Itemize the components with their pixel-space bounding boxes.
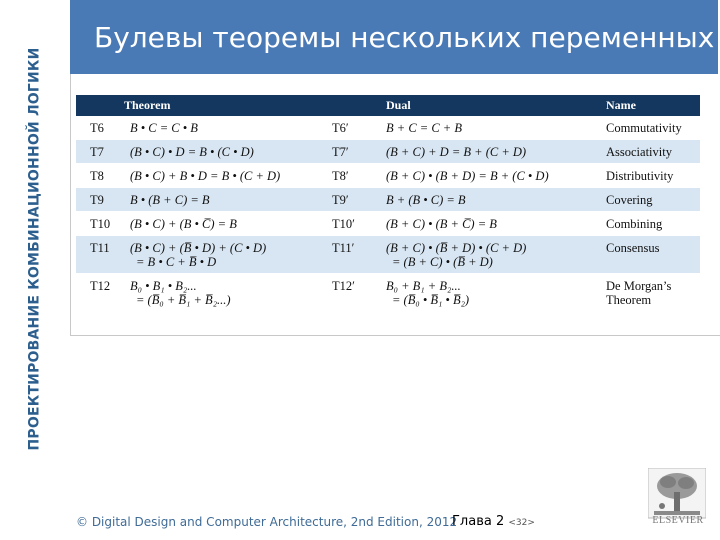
theorem-name: Commutativity <box>606 121 682 135</box>
dual-equation: B + (B • C) = B <box>386 193 466 207</box>
theorem-name-line2: Theorem <box>606 293 652 307</box>
theorems-table <box>76 95 700 312</box>
theorem-equation-line1: (B • C) + (B̅ • D) + (C • D) <box>130 241 267 255</box>
table-row <box>76 164 700 188</box>
copyright-footer: © Digital Design and Computer Architecture, 2nd Edition, 2012 <box>76 515 458 529</box>
header-theorem: Theorem <box>124 98 171 112</box>
dual-equation-line2: = (B + C) • (B̅ + D) <box>392 255 493 269</box>
theorem-equation: (B • C) + B • D = B • (C + D) <box>130 169 281 183</box>
dual-id: T9′ <box>332 193 349 207</box>
table-row <box>76 140 700 164</box>
dual-equation: (B + C) • (B + D) = B + (C • D) <box>386 169 549 183</box>
theorem-name <box>602 274 700 311</box>
theorem-equation: (B • C) + (B • C̅) = B <box>130 217 237 231</box>
theorem-equation: B • C = C • B <box>130 121 198 135</box>
theorem-equation-line2: = B • C + B̅ • D <box>136 255 217 269</box>
theorem-id: T9 <box>90 193 104 207</box>
theorem-name: Combining <box>606 217 663 231</box>
elsevier-logo-text: ELSEVIER <box>652 515 704 526</box>
theorem-name: Consensus <box>606 241 660 255</box>
dual-id: T12′ <box>332 279 355 293</box>
theorem-name: Covering <box>606 193 653 207</box>
theorem-id: T12 <box>90 279 111 293</box>
divider-horizontal <box>70 335 720 336</box>
dual-id: T10′ <box>332 217 355 231</box>
table-header <box>76 95 700 116</box>
chapter-label: Глава 2 <box>452 514 505 529</box>
dual-id: T6′ <box>332 121 349 135</box>
header-dual: Dual <box>386 98 411 112</box>
divider-vertical <box>70 74 71 336</box>
dual-equation: (B + C) + D = B + (C + D) <box>386 145 527 159</box>
dual-equation <box>382 274 602 311</box>
dual-equation-line1: (B + C) • (B̅ + D) • (C + D) <box>386 241 527 255</box>
dual-equation: (B + C) • (B + C̅) = B <box>386 217 497 231</box>
theorem-equation: B • (B + C) = B <box>130 193 210 207</box>
dual-equation <box>382 236 602 273</box>
theorem-equation-line1: B₀ • B₁ • B₂... <box>130 279 197 293</box>
header-name: Name <box>606 98 636 112</box>
theorem-name-line1: De Morgan’s <box>606 279 672 293</box>
side-title <box>2 6 66 492</box>
theorem-equation-line2: = (B̅₀ + B̅₁ + B̅₂...) <box>136 293 231 307</box>
dual-equation-line1: B₀ + B₁ + B₂... <box>386 279 461 293</box>
table-row <box>76 188 700 212</box>
table-row <box>76 274 700 312</box>
theorem-id: T7 <box>90 145 104 159</box>
theorem-name: Distributivity <box>606 169 674 183</box>
theorem-id: T8 <box>90 169 104 183</box>
dual-id: T8′ <box>332 169 349 183</box>
side-title-text: ПРОЕКТИРОВАНИЕ КОМБИНАЦИОННОЙ ЛОГИКИ <box>26 47 42 451</box>
theorem-id: T11 <box>90 241 110 255</box>
dual-id: T7′ <box>332 145 349 159</box>
theorem-equation: (B • C) • D = B • (C • D) <box>130 145 254 159</box>
theorem-name: Associativity <box>606 145 672 159</box>
slide-title-bar <box>70 0 718 74</box>
table-row <box>76 236 700 274</box>
table-row <box>76 212 700 236</box>
table-row <box>76 116 700 140</box>
chapter-footer <box>452 514 535 529</box>
dual-equation-line2: = (B̅₀ • B̅₁ • B̅₂) <box>392 293 470 307</box>
theorem-equation <box>128 236 330 273</box>
dual-equation: B + C = C + B <box>386 121 463 135</box>
dual-id: T11′ <box>332 241 355 255</box>
slide-title: Булевы теоремы нескольких переменных <box>94 20 715 54</box>
page-number: <32> <box>508 518 535 528</box>
theorem-id: T10 <box>90 217 111 231</box>
theorem-id: T6 <box>90 121 104 135</box>
theorem-equation <box>128 274 330 311</box>
